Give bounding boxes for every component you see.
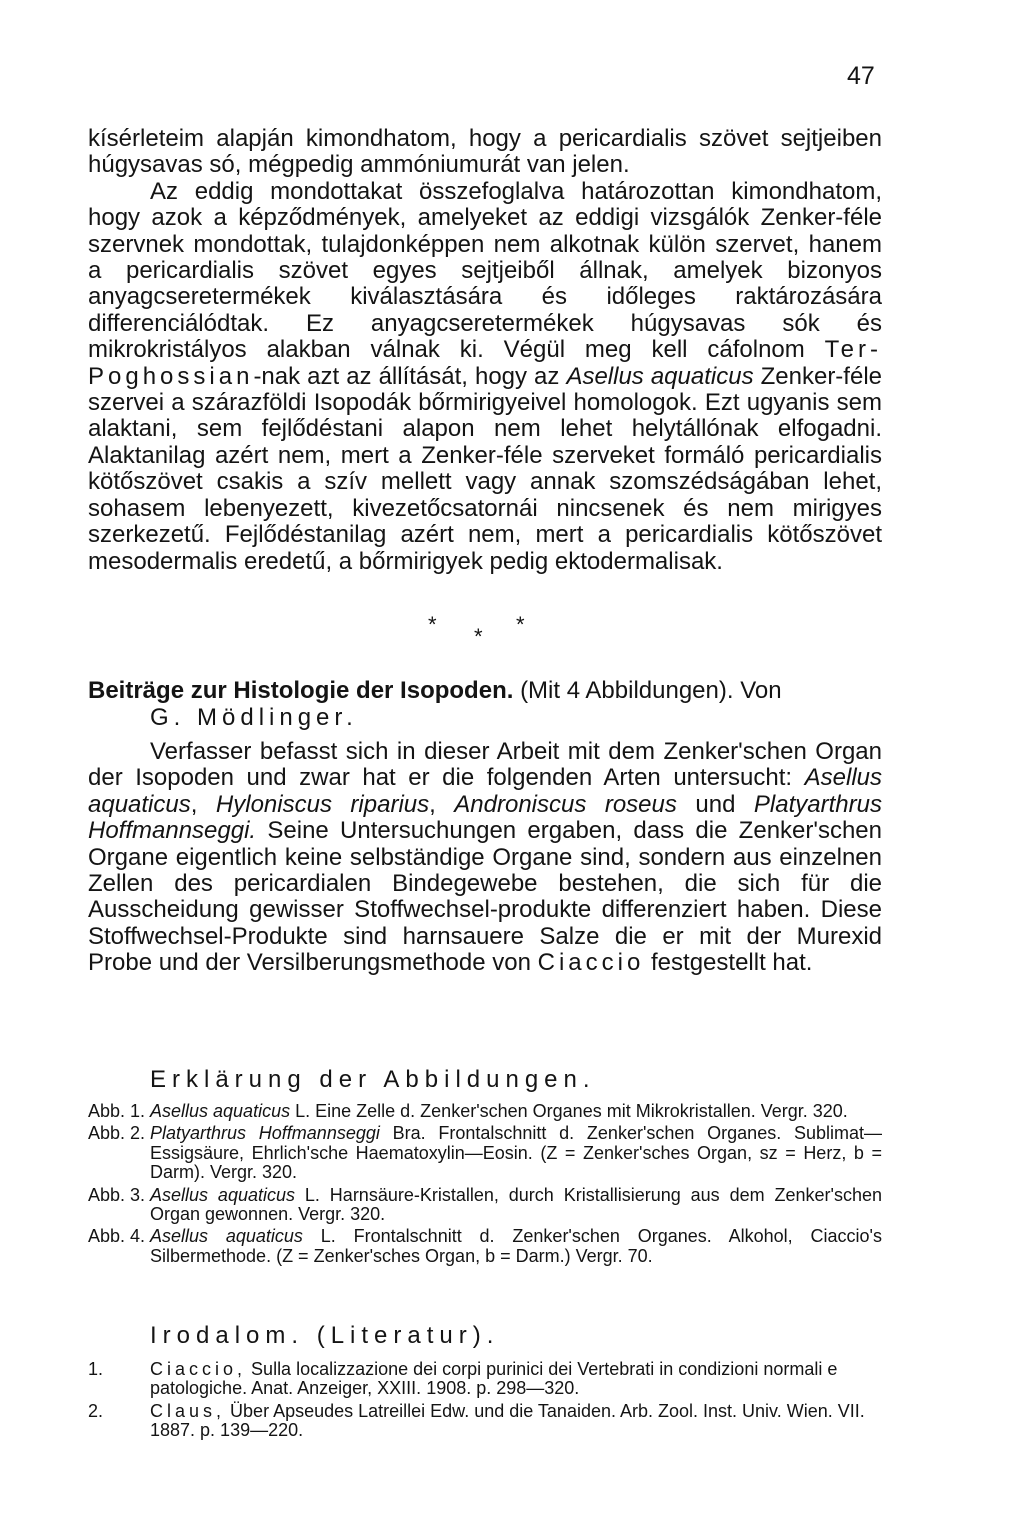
species-name: Asellus aquaticus (566, 362, 754, 390)
species-name: Asellus aquaticus (88, 764, 883, 818)
page-number: 47 (847, 62, 875, 90)
reference-text: Über Apseudes Latreillei Edw. und die Tanaiden. Arb. Zool. Inst. Univ. Wien. VII. 1887. p. 139—220. (150, 1400, 865, 1441)
figure-caption: Bra. Frontalschnitt d. Zenker'schen Organes. Sublimat—Essigsäure, Ehrlich'sche Haematoxylin—Eosin. (Z = Zenker'sches Organ, sz = Herz, b = Darm). Vergr. 320. (150, 1123, 882, 1183)
section-separator (420, 612, 540, 652)
figure-caption: L. Frontalschnitt d. Zenker'schen Organes. Alkohol, Ciaccio's Silbermethode. (Z = Zenker'sches Organ, b = Darm.) Vergr. 70. (150, 1226, 882, 1266)
article-title: Beiträge zur Histologie der Isopoden. (88, 677, 514, 704)
asterisk: * (428, 612, 437, 637)
species-name: Asellus aquaticus (150, 1226, 303, 1247)
author-name-ter-poghossian: Ter-Poghossian (88, 336, 882, 390)
reference-author: Ciaccio, (150, 1359, 247, 1379)
reference-number: 2. (88, 1400, 104, 1421)
figure-label: Abb. 1. (88, 1101, 146, 1121)
german-summary-heading (88, 677, 882, 731)
reference-author: Claus, (150, 1400, 226, 1421)
reference-item (88, 1360, 882, 1399)
asterisk: * (516, 612, 525, 637)
hu-text-run: Az eddig mondottakat összefoglalva határozottan kimondhatom, hogy azok a képződmények, amelyeket az eddigi vizsgálók Zenker-féle szervnek mondottak, tulajdonképpen nem alkotnak külön szervet, hanem a pericardialis szövet egyes sejtjeiből állnak, amelyek bizonyos anyagcseretermékek kiválasztására és időleges raktározására differenciálódtak. Ez anyagcseretermékek húgysavas sók és mikrokristályos alakban válnak ki. Végül meg kell cáfolnom (88, 177, 882, 364)
references-list (88, 1360, 882, 1444)
species-name: Hyloniscus riparius (215, 790, 430, 818)
de-text-run: festgestellt hat. (651, 949, 813, 977)
figure-legend-title: Erklärung der Abbildungen. (150, 1066, 596, 1093)
hu-paragraph-1: kísérleteim alapján kimondhatom, hogy a pericardialis szövet sejtjeiben húgysavas só, mégpedig ammóniumurát van jelen. (88, 125, 882, 179)
german-summary-text: Verfasser befasst sich in dieser Arbeit mit dem Zenker'schen Organ der Isopoden und zwar hat er die folgenden Arten untersucht: Asellus aquaticus, Hyloniscus riparius, Androniscus roseus und Platyarthrus Hoffmannseggi. Seine Untersuchungen ergaben, dass die Zenker'schen Organe eigentlich keine selbständige Organe sind, sondern aus einzelnen Zellen des pericardialen Bindegewebe bestehen, die sich für die Ausscheidung gewisser Stoffwechsel-produkte differenziert haben. Diese Stoffwechsel-Produkte sind harnsauere Salze die er mit der Murexid Probe und der Versilberungsmethode von Ciaccio festgestellt hat. (88, 738, 883, 977)
figure-legend-item (88, 1186, 882, 1225)
hungarian-text (88, 126, 882, 575)
species-name: Asellus aquaticus (150, 1101, 291, 1121)
figure-legend-list (88, 1102, 882, 1269)
species-name: Platyarthrus Hoffmannseggi. (88, 790, 882, 845)
hu-text-run: Zenker-féle szervei a szárazföldi Isopodák bőrmirigyeivel homologok. Ezt ugyanis sem alaktani, sem fejlődéstani alapon nem lehet helytállónak elfogadni. Alaktanilag azért nem, mert a Zenker-féle szerveket formáló pericardialis kötőszövet csakis a szív mellett vagy annak szomszédságában lehet, sohasem lebenyezett, kivezetőcsatornái nincsenek és nem mirigyes szerkezetű. Fejlődéstanilag azért nem, mert a pericardialis kötőszövet mesodermalis eredetű, a bőrmirigyek pedig ektodermalisak. (88, 362, 882, 575)
reference-text: Sulla localizzazione dei corpi purinici dei Vertebrati in condizioni normali e patologiche. Anat. Anzeiger, XXIII. 1908. p. 298—320. (150, 1359, 838, 1399)
figure-legend-item (88, 1227, 882, 1266)
references-title: Irodalom. (Literatur). (150, 1322, 500, 1349)
figure-label: Abb. 2. (88, 1123, 146, 1144)
figure-caption: L. Eine Zelle d. Zenker'schen Organes mit Mikrokristallen. Vergr. 320. (295, 1101, 848, 1121)
species-name: Platyarthrus Hoffmannseggi (150, 1123, 380, 1144)
species-name: Asellus aquaticus (150, 1184, 295, 1205)
hu-text-run: -nak azt az állítását, hogy az (253, 362, 560, 390)
de-text-run: Verfasser befasst sich in dieser Arbeit mit dem Zenker'schen Organ der Isopoden und zwar hat er die folgenden Arten untersucht: (88, 738, 882, 792)
author-name-ciaccio: Ciaccio (537, 949, 645, 977)
reference-item (88, 1402, 882, 1441)
de-text-run: und (695, 790, 736, 818)
figure-legend-item (88, 1124, 882, 1182)
article-title-note: (Mit 4 Abbildungen). Von (520, 677, 782, 704)
asterisk: * (474, 624, 483, 649)
reference-number: 1. (88, 1359, 104, 1379)
hu-paragraph-2 (88, 179, 882, 575)
figure-legend-item (88, 1102, 882, 1121)
de-text-run: Seine Untersuchungen ergaben, dass die Zenker'schen Organe eigentlich keine selbständige Organe sind, sondern aus einzelnen Zellen des pericardialen Bindegewebe bestehen, die sich für die Ausscheidung gewisser Stoffwechsel-produkte differenziert haben. Diese Stoffwechsel-Produkte sind harnsauere Salze die er mit der Murexid Probe und der Versilberungsmethode von (88, 817, 883, 977)
article-author: G. Mödlinger. (150, 704, 358, 731)
figure-caption: L. Harnsäure-Kristallen, durch Kristallisierung aus dem Zenker'schen Organ gewonnen. Vergr. 320. (150, 1184, 882, 1225)
figure-label: Abb. 3. (88, 1184, 146, 1205)
species-name: Androniscus roseus (454, 790, 677, 818)
figure-label: Abb. 4. (88, 1226, 146, 1247)
